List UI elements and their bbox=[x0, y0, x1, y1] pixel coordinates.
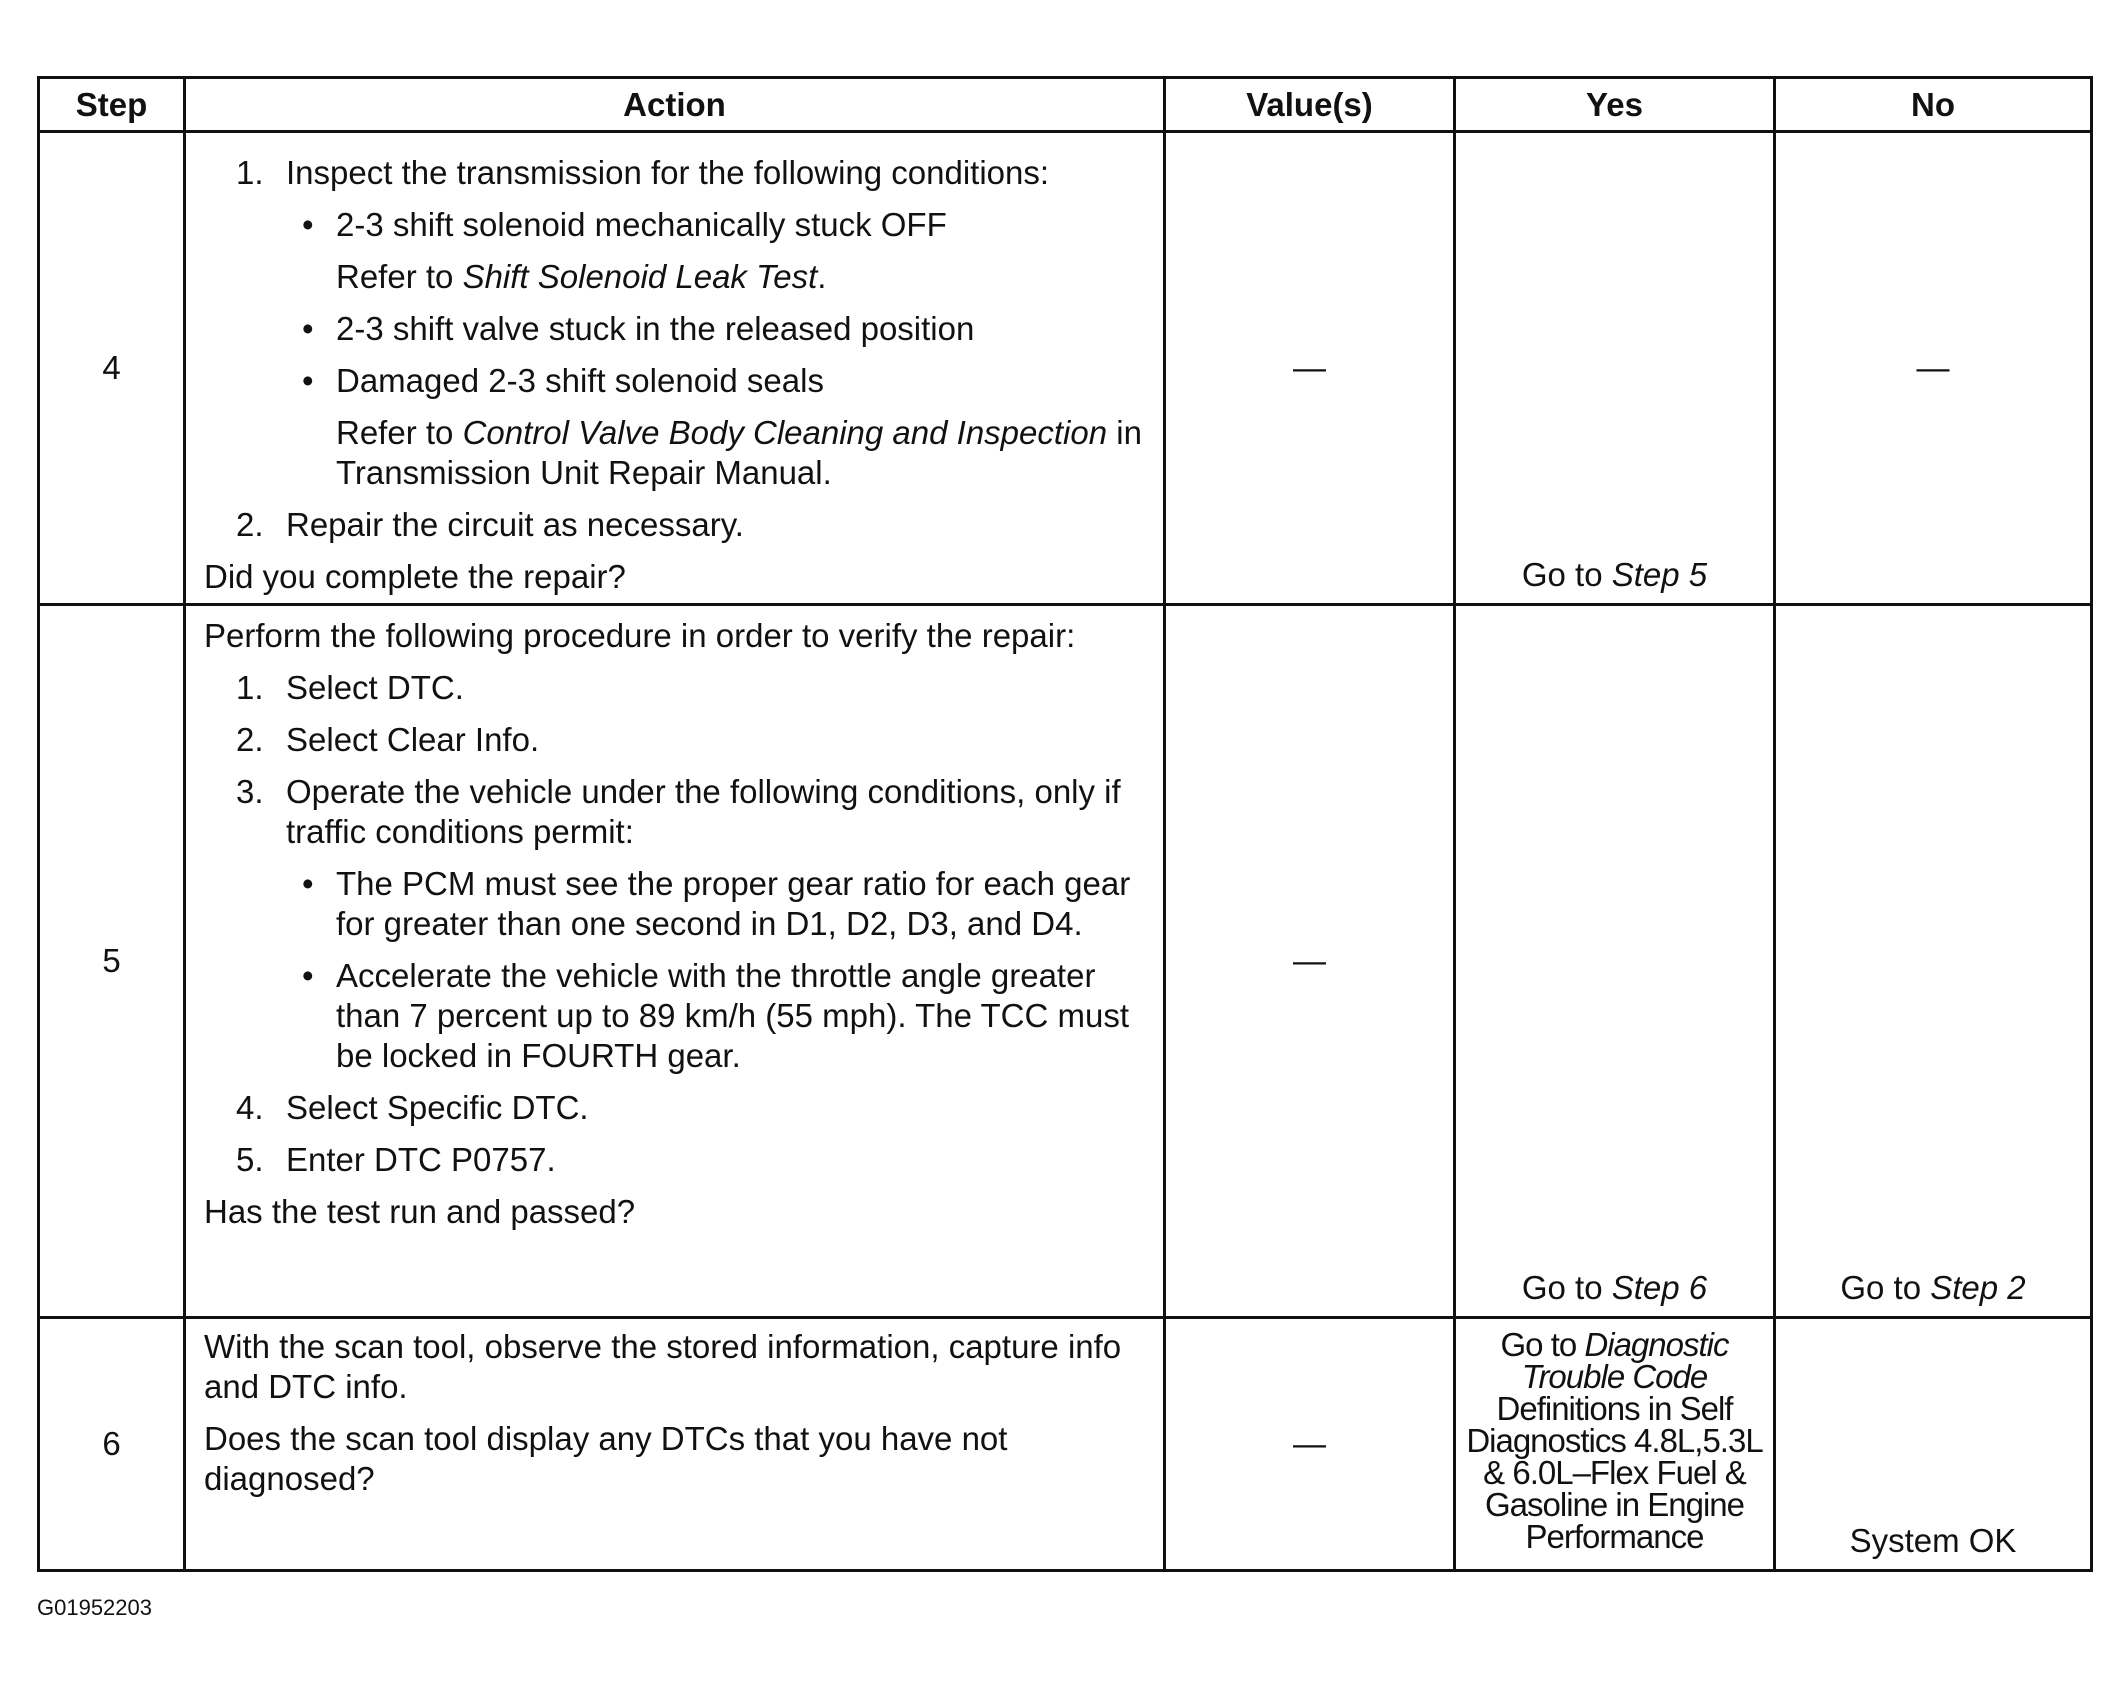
diagnostic-table bbox=[37, 76, 2093, 1572]
header-values: Value(s) bbox=[1165, 78, 1455, 132]
header-action: Action bbox=[185, 78, 1165, 132]
reference-link[interactable]: Shift Solenoid Leak Test bbox=[462, 258, 818, 295]
list-item: 2. Select Clear Info. bbox=[236, 721, 540, 758]
no-cell bbox=[1775, 1318, 2092, 1571]
table-row-step-4 bbox=[39, 132, 2092, 605]
go-to-step-link[interactable]: Step 6 bbox=[1611, 1269, 1708, 1306]
figure-id: G01952203 bbox=[37, 1595, 152, 1620]
dtc-definitions-link[interactable]: Diagnostic Trouble Code bbox=[1521, 1326, 1729, 1395]
step-number: 5 bbox=[39, 605, 185, 1318]
action-cell bbox=[185, 1318, 1165, 1571]
header-step: Step bbox=[39, 78, 185, 132]
reference-text: Refer to Shift Solenoid Leak Test. bbox=[336, 258, 827, 295]
list-item: 3. Operate the vehicle under the following conditions, only if traffic conditions permit: • The PCM must see the proper gear ratio for each gear for greater than one second in D1, D2, D3, and D4. • Accelerate the vehicle with the throttle angle greater than 7 percent up to 89 km/h (55 mph). The TCC must be locked in FOURTH gear. bbox=[204, 772, 1153, 1076]
reference-link[interactable]: Control Valve Body Cleaning and Inspection bbox=[462, 414, 1108, 451]
bullet-item: • Accelerate the vehicle with the throttle angle greater than 7 percent up to 89 km/h (55 mph). The TCC must be locked in FOURTH gear. bbox=[302, 957, 1129, 1074]
header-row bbox=[39, 78, 2092, 132]
list-item: 1. Inspect the transmission for the following conditions: • 2-3 shift solenoid mechanically stuck OFF Refer to Shift Solenoid Leak Test. • 2-3 shift valve stuck in the released position • Damaged 2-3 shift solenoid seals Refer to Control Valve Body Cleaning and Inspection in Transmission Unit Repair Manual. bbox=[204, 153, 1153, 493]
list-item: 5. Enter DTC P0757. bbox=[236, 1141, 556, 1178]
bullet-list bbox=[286, 309, 1153, 401]
yes-cell bbox=[1455, 605, 1775, 1318]
bullet-item: • 2-3 shift valve stuck in the released position bbox=[302, 310, 975, 347]
values-cell: — bbox=[1165, 1318, 1455, 1571]
question-text: Has the test run and passed? bbox=[204, 1193, 636, 1230]
reference-text: Refer to Control Valve Body Cleaning and Inspection in Transmission Unit Repair Manual. bbox=[336, 414, 1142, 491]
yes-cell bbox=[1455, 132, 1775, 605]
step-number: 4 bbox=[39, 132, 185, 605]
values-cell: — bbox=[1165, 605, 1455, 1318]
header-no: No bbox=[1775, 78, 2092, 132]
bullet-list bbox=[286, 864, 1153, 1076]
bullet-item: • 2-3 shift solenoid mechanically stuck OFF bbox=[302, 206, 947, 243]
yes-action: Go to Step 5 bbox=[1521, 556, 1708, 593]
diagnostic-table-container bbox=[37, 76, 2090, 1572]
header-yes: Yes bbox=[1455, 78, 1775, 132]
yes-action: Go to Step 6 bbox=[1521, 1269, 1708, 1306]
bullet-item: • Damaged 2-3 shift solenoid seals bbox=[302, 362, 824, 399]
question-text: Does the scan tool display any DTCs that you have not diagnosed? bbox=[204, 1420, 1008, 1497]
intro-text: Perform the following procedure in order to verify the repair: bbox=[204, 617, 1076, 654]
table-row-step-5 bbox=[39, 605, 2092, 1318]
bullet-item: • The PCM must see the proper gear ratio for each gear for greater than one second in D1, D2, D3, and D4. bbox=[302, 865, 1131, 942]
bullet-list bbox=[286, 205, 1153, 245]
no-action: Go to Step 2 bbox=[1840, 1269, 2026, 1306]
action-list bbox=[204, 668, 1153, 1180]
values-cell: — bbox=[1165, 132, 1455, 605]
action-cell bbox=[185, 132, 1165, 605]
step-number: 6 bbox=[39, 1318, 185, 1571]
action-cell bbox=[185, 605, 1165, 1318]
go-to-step-link[interactable]: Step 5 bbox=[1611, 556, 1708, 593]
list-item: 2. Repair the circuit as necessary. bbox=[236, 506, 744, 543]
no-result: System OK bbox=[1849, 1522, 2017, 1559]
no-cell: — bbox=[1775, 132, 2092, 605]
go-to-step-link[interactable]: Step 2 bbox=[1930, 1269, 2026, 1306]
no-cell bbox=[1775, 605, 2092, 1318]
list-item: 1. Select DTC. bbox=[236, 669, 464, 706]
yes-cell: Go to Diagnostic Trouble Code Definitions in Self Diagnostics 4.8L,5.3L & 6.0L–Flex Fuel & Gasoline in Engine Performance bbox=[1455, 1318, 1775, 1571]
list-item: 4. Select Specific DTC. bbox=[236, 1089, 589, 1126]
instruction-text: With the scan tool, observe the stored information, capture info and DTC info. bbox=[204, 1328, 1122, 1405]
action-list bbox=[204, 153, 1153, 545]
table-row-step-6 bbox=[39, 1318, 2092, 1571]
question-text: Did you complete the repair? bbox=[204, 558, 626, 595]
